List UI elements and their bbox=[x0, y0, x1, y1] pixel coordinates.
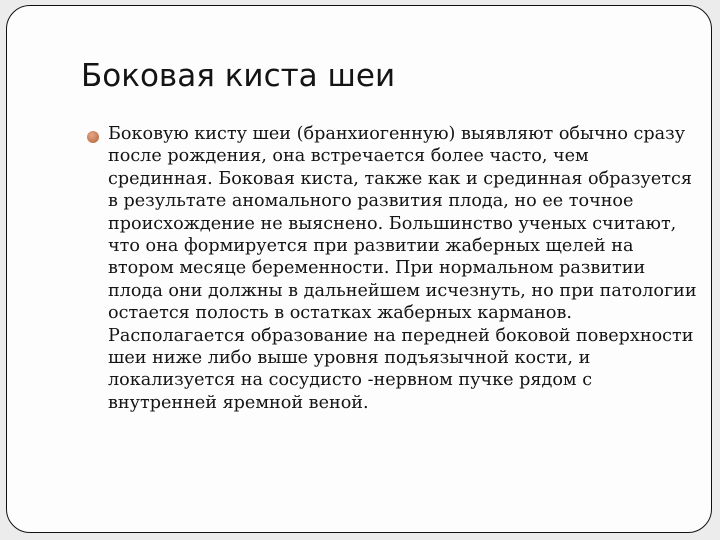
slide bbox=[6, 5, 712, 533]
circle-bullet-icon bbox=[87, 131, 99, 143]
slide-title: Боковая киста шеи bbox=[81, 58, 396, 94]
bullet-text: Боковую кисту шеи (бранхиогенную) выявляют обычно сразу после рождения, она встречается более часто, чем срединная. Боковая киста, также как и срединная образуется в результате аномального развития плода, но ее точное происхождение не выяснено. Большинство ученых считают, что она формируется при развитии жаберных щелей на втором месяце беременности. При нормальном развитии плода они должны в дальнейшем исчезнуть, но при патологии остается полость в остатках жаберных карманов. Располагается образование на передней боковой поверхности шеи ниже либо выше уровня подъязычной кости, и локализуется на сосудисто -нервном пучке рядом с внутренней яремной веной. bbox=[108, 124, 697, 413]
